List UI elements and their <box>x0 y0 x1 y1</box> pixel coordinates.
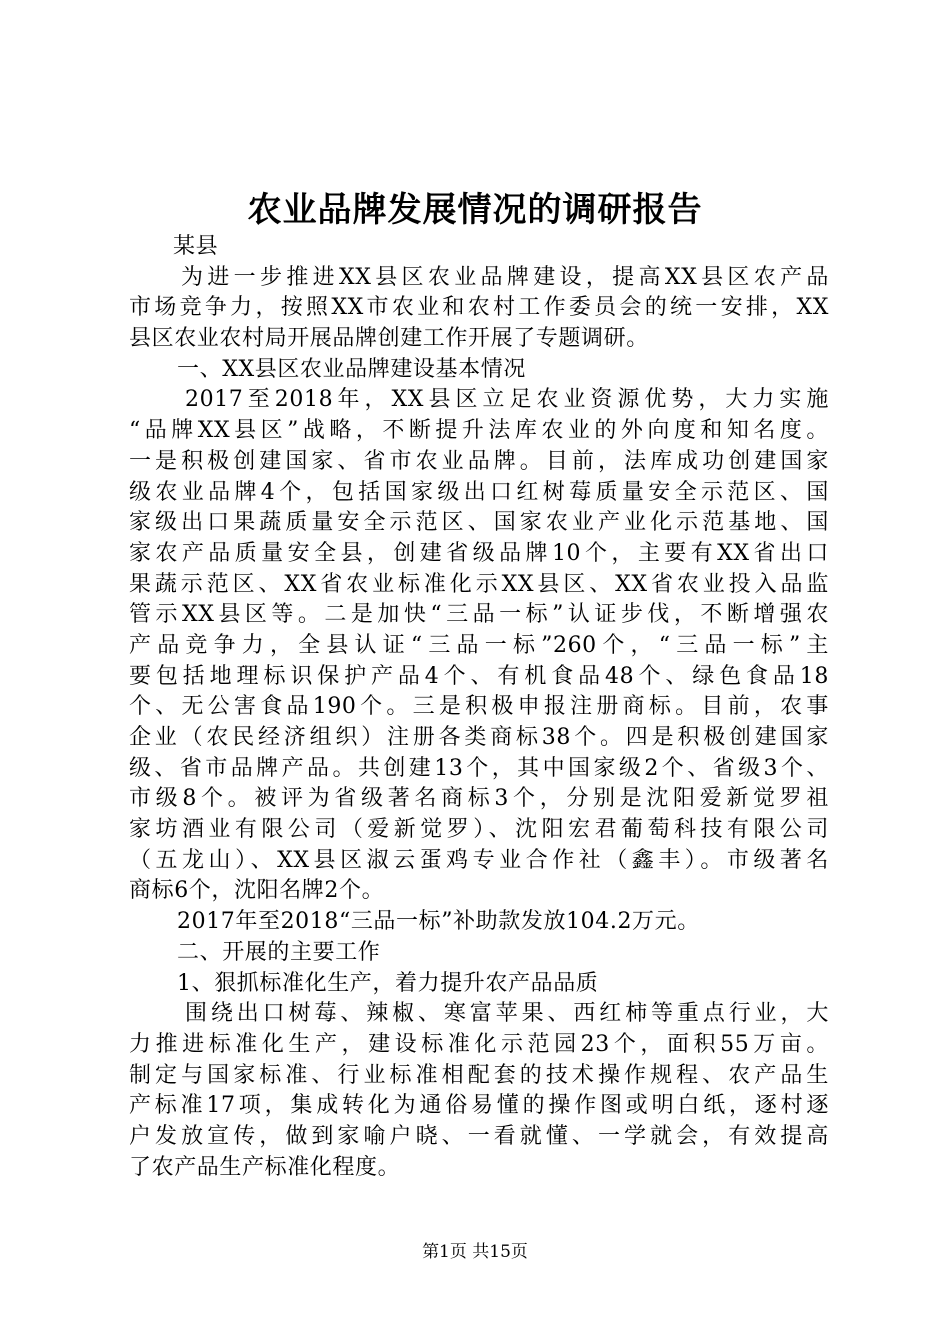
text-line: 某县 <box>173 234 219 259</box>
text-line: 家坊酒业有限公司（爱新觉罗）、沈阳宏君葡萄科技有限公司 <box>129 817 829 843</box>
text-line: 1、狠抓标准化生产，着力提升农产品品质 <box>177 970 599 996</box>
text-line: 产品竞争力，全县认证“三品一标”260个，“三品一标”主 <box>129 632 829 658</box>
text-line: 家农产品质量安全县，创建省级品牌10个，主要有XX省出口 <box>129 540 829 566</box>
text-line: 级、省市品牌产品。共创建13个，其中国家级2个、省级3个、 <box>129 755 829 781</box>
document-title: 农业品牌发展情况的调研报告 <box>247 190 703 230</box>
text-line: 管示XX县区等。二是加快“三品一标”认证步伐，不断增强农 <box>129 602 829 628</box>
document-body <box>129 232 829 1183</box>
text-line: 一、XX县区农业品牌建设基本情况 <box>177 356 526 382</box>
text-line: 产标准17项，集成转化为通俗易懂的操作图或明白纸，逐村逐 <box>129 1093 829 1119</box>
text-line: 制定与国家标准、行业标准相配套的技术操作规程、农产品生 <box>129 1062 829 1088</box>
text-line: 2017年至2018“三品一标”补助款发放104.2万元。 <box>177 909 700 935</box>
text-line: 市场竞争力，按照XX市农业和农村工作委员会的统一安排，XX <box>129 295 829 321</box>
text-line: 市级8个。被评为省级著名商标3个，分别是沈阳爱新觉罗祖 <box>129 786 829 812</box>
text-line: 企业（农民经济组织）注册各类商标38个。四是积极创建国家 <box>129 725 829 750</box>
text-line: 了农产品生产标准化程度。 <box>129 1154 401 1180</box>
text-line: “品牌XX县区”战略，不断提升法库农业的外向度和知名度。 <box>129 418 829 444</box>
text-line: 果蔬示范区、XX省农业标准化示XX县区、XX省农业投入品监 <box>129 571 829 597</box>
page-number-footer: 第1页 共15页 <box>422 1242 528 1262</box>
text-line: 围绕出口树莓、辣椒、寒富苹果、西红柿等重点行业，大 <box>185 1001 829 1027</box>
text-line: 一是积极创建国家、省市农业品牌。目前，法库成功创建国家 <box>129 448 829 474</box>
text-line: 县区农业农村局开展品牌创建工作开展了专题调研。 <box>129 326 649 352</box>
text-line: 个、无公害食品190个。三是积极申报注册商标。目前，农事 <box>129 694 829 720</box>
text-line: 家级出口果蔬质量安全示范区、国家农业产业化示范基地、国 <box>129 510 829 536</box>
text-line: 级农业品牌4个，包括国家级出口红树莓质量安全示范区、国 <box>129 479 829 505</box>
text-line: 户发放宣传，做到家喻户晓、一看就懂、一学就会，有效提高 <box>129 1123 829 1149</box>
text-line: 商标6个，沈阳名牌2个。 <box>129 878 385 904</box>
text-line: 要包括地理标识保护产品4个、有机食品48个、绿色食品18 <box>129 663 829 689</box>
text-line: （五龙山）、XX县区淑云蛋鸡专业合作社（鑫丰）。市级著名 <box>129 847 829 873</box>
text-line: 2017至2018年，XX县区立足农业资源优势，大力实施 <box>185 387 829 413</box>
text-line: 二、开展的主要工作 <box>177 939 381 965</box>
text-line: 为进一步推进XX县区农业品牌建设，提高XX县区农产品 <box>181 264 829 290</box>
text-line: 力推进标准化生产，建设标准化示范园23个，面积55万亩。 <box>129 1031 829 1057</box>
